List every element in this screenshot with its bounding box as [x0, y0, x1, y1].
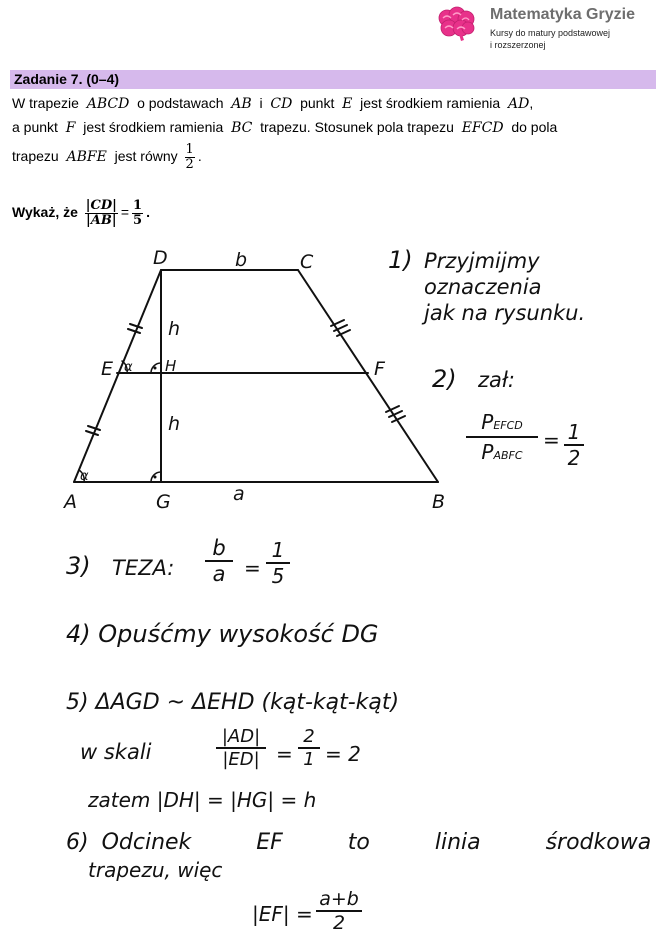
vertex-a: A: [64, 491, 77, 513]
vertex-b: B: [432, 491, 446, 513]
step-2-label: zał:: [478, 368, 515, 392]
step-5-fraction: |AD| |ED|: [216, 726, 266, 770]
brand-title: Matematyka Gryzie: [490, 6, 635, 23]
prove-statement: Wykaż, że $\frac{|CD|}{|AB|}$ = $\frac{1}{5}$ .: [12, 197, 150, 228]
label-h-top: h: [168, 318, 181, 340]
step-3-rhs: 1 5: [266, 538, 290, 588]
vertex-c: C: [300, 251, 314, 273]
step-2-number: 2): [432, 365, 457, 393]
label-h-bottom: h: [168, 413, 181, 435]
step-6-lhs: |EF| =: [252, 902, 313, 926]
brand-subtitle: Kursy do matury podstawowej i rozszerzonej: [490, 28, 611, 50]
task-line-1: W trapezie ABCD o podstawach AB i CD punkt E jest środkiem ramienia AD,: [12, 95, 534, 112]
step-5-line: 5) ΔAGD ~ ΔEHD (kąt-kąt-kąt): [66, 690, 400, 715]
svg-text:α: α: [80, 469, 89, 484]
side-ad: [74, 270, 161, 482]
label-b: b: [235, 249, 248, 271]
step-1-text: Przyjmijmy oznaczenia jak na rysunku.: [424, 249, 586, 325]
step-5-scale: w skali: [80, 740, 152, 764]
fraction-one-half: $\frac{1}{2}$: [185, 141, 194, 172]
step-3-number: 3): [66, 552, 91, 580]
label-a: a: [233, 483, 245, 505]
step-1-number: 1): [388, 246, 413, 274]
task-line-2: a punkt F jest środkiem ramienia BC trapezu. Stosunek pola trapezu EFCD do pola: [12, 119, 558, 136]
task-title: Zadanie 7. (0–4): [14, 71, 120, 87]
vertex-g: G: [156, 491, 171, 513]
vertex-d: D: [153, 247, 168, 269]
step-6-fraction: a+b 2: [316, 888, 362, 934]
step-3-label: TEZA:: [112, 556, 175, 580]
vertex-f: F: [374, 358, 385, 380]
step-5-therefore: zatem |DH| = |HG| = h: [88, 788, 317, 812]
side-cb: [298, 270, 438, 482]
step-4: 4) Opuśćmy wysokość DG: [66, 620, 379, 648]
brain-logo-icon: [435, 6, 477, 42]
vertex-h: H: [165, 357, 177, 375]
step-6-line-1: 6) Odcinek EF to linia środkowa: [66, 830, 652, 855]
svg-text:α: α: [124, 360, 133, 375]
task-line-3: trapezu ABFE jest równy $\frac{1}{2}$ .: [12, 141, 202, 172]
step-5-fraction-2: 2 1: [298, 726, 320, 770]
step-2-fraction: PEFCD PABFC: [466, 410, 538, 464]
step-6-line-2: trapezu, więc: [88, 858, 223, 882]
vertex-e: E: [101, 358, 114, 380]
step-3-fraction: b a: [205, 536, 233, 586]
step-2-rhs: 1 2: [564, 420, 584, 470]
